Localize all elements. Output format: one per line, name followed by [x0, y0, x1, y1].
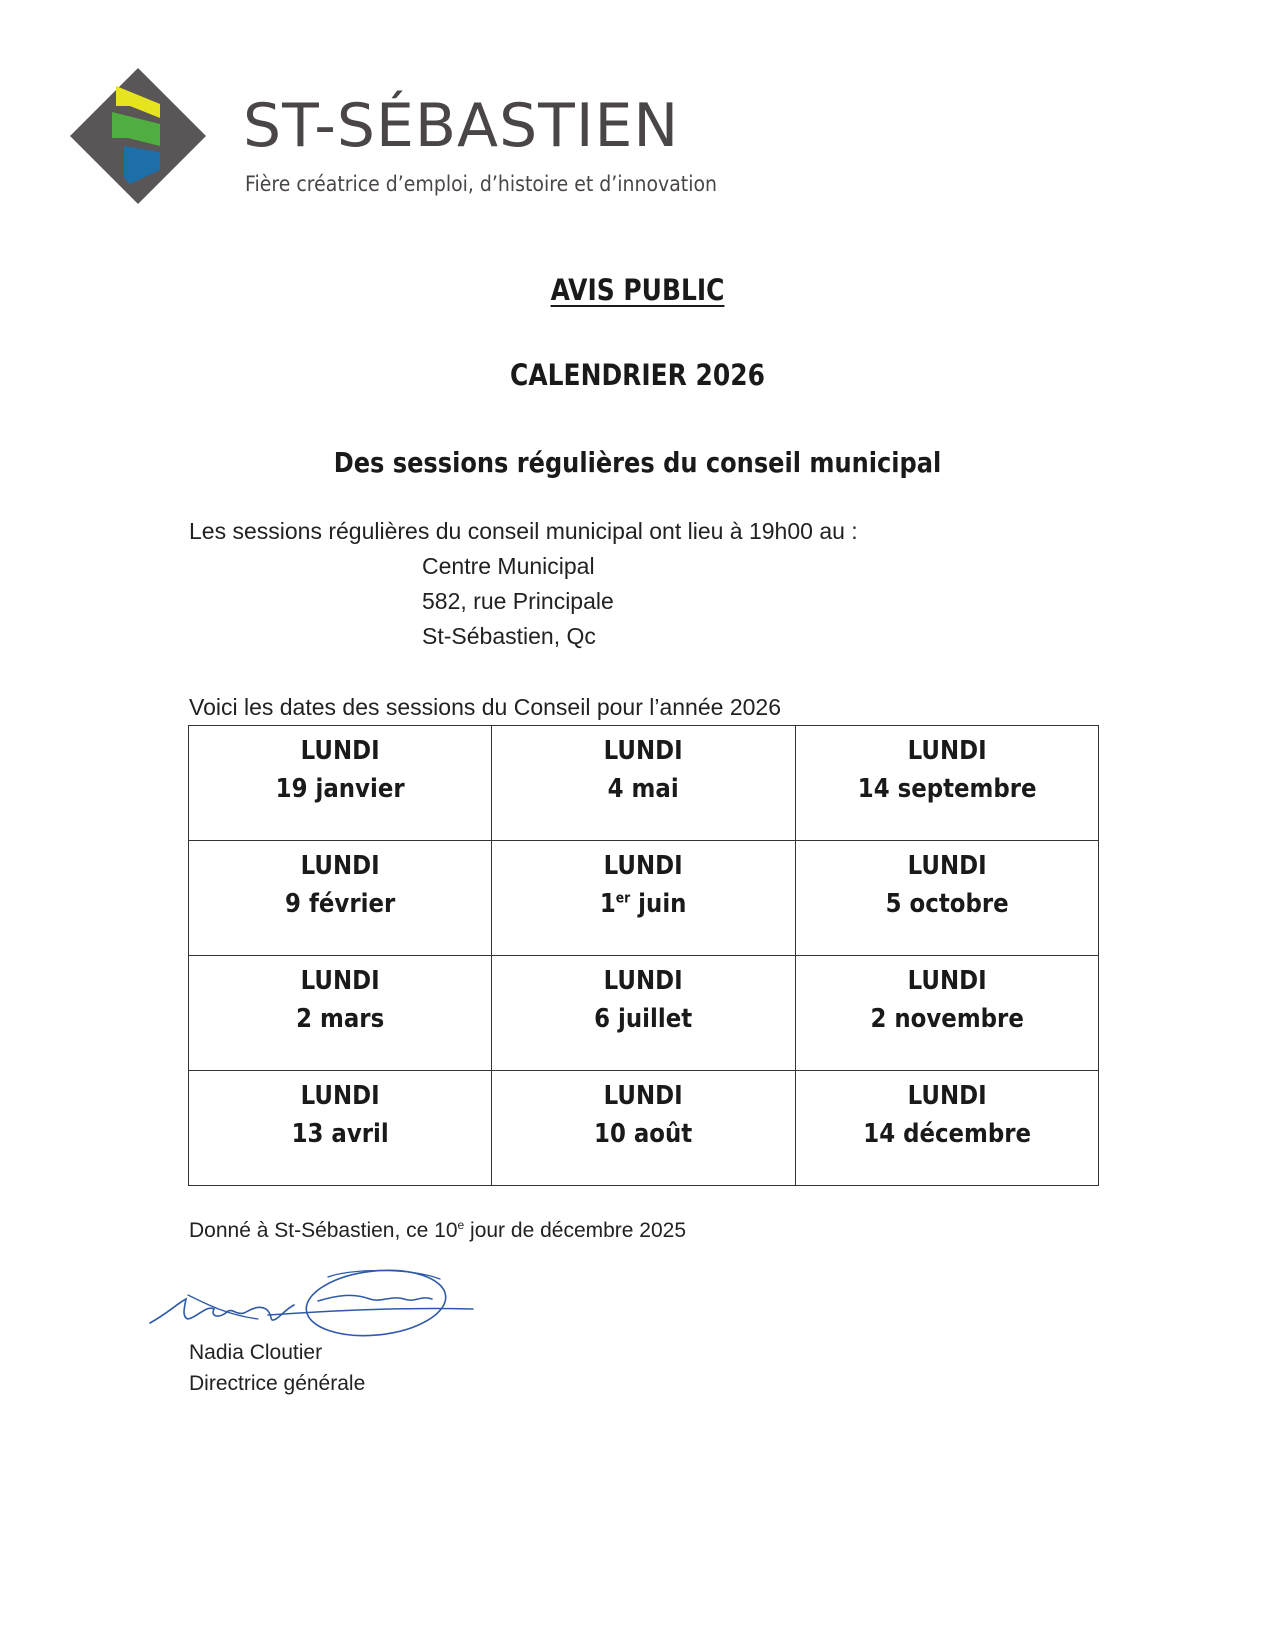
notice-title: AVIS PUBLIC: [550, 273, 725, 307]
brand-name: ST-SÉBASTIEN: [243, 91, 680, 161]
calendar-title: CALENDRIER 2026: [510, 358, 765, 392]
date-number: 1: [600, 889, 617, 919]
cell-date: 14 décembre: [862, 1119, 1031, 1149]
table-cell: [492, 956, 795, 1071]
table-cell: [189, 841, 492, 956]
table-cell: [795, 841, 1098, 956]
address-line-2: 582, rue Principale: [422, 588, 614, 614]
cell-date: 6 juillet: [594, 1004, 693, 1034]
cell-date: [510, 885, 776, 923]
table-row: [189, 726, 1099, 841]
table-row: [189, 841, 1099, 956]
dates-intro-text: Voici les dates des sessions du Conseil pour l’année 2026: [189, 694, 781, 720]
table-cell: [189, 726, 492, 841]
date-ordinal: er: [616, 890, 631, 907]
table-cell: [189, 1071, 492, 1186]
intro-text: Les sessions régulières du conseil municipal ont lieu à 19h00 au :: [189, 518, 858, 544]
address-line-3: St-Sébastien, Qc: [422, 623, 596, 649]
cell-day: LUNDI: [300, 736, 380, 766]
cell-day: LUNDI: [603, 1081, 683, 1111]
cell-date: 2 mars: [296, 1004, 385, 1034]
cell-day: LUNDI: [300, 966, 380, 996]
table-cell: [795, 956, 1098, 1071]
cell-day: LUNDI: [907, 736, 987, 766]
table-cell: [492, 1071, 795, 1186]
signer-title: Directrice générale: [189, 1372, 366, 1395]
cell-date: 13 avril: [291, 1119, 389, 1149]
cell-day: LUNDI: [300, 851, 380, 881]
cell-date: 4 mai: [607, 774, 680, 804]
cell-date: 19 janvier: [275, 774, 405, 804]
table-cell: [795, 1071, 1098, 1186]
cell-day: LUNDI: [907, 966, 987, 996]
signer-name: Nadia Cloutier: [189, 1341, 323, 1364]
table-cell: [492, 726, 795, 841]
date-month: juin: [630, 889, 687, 919]
municipality-logo: [68, 66, 208, 206]
cell-day: LUNDI: [300, 1081, 380, 1111]
table-row: [189, 1071, 1099, 1186]
cell-day: LUNDI: [907, 851, 987, 881]
address-line-1: Centre Municipal: [422, 553, 595, 579]
table-cell: [189, 956, 492, 1071]
given-ordinal: e: [457, 1218, 465, 1232]
given-text-pre: Donné à St-Sébastien, ce 10: [189, 1219, 458, 1242]
cell-day: LUNDI: [603, 966, 683, 996]
sessions-title: Des sessions régulières du conseil municipal: [333, 446, 942, 479]
cell-date: 2 novembre: [870, 1004, 1024, 1034]
cell-date: 10 août: [594, 1119, 693, 1149]
table-row: [189, 956, 1099, 1071]
table-cell: [795, 726, 1098, 841]
brand-tagline: Fière créatrice d’emploi, d’histoire et d’innovation: [245, 172, 717, 196]
given-at-statement: [189, 1218, 686, 1243]
cell-date: 14 septembre: [857, 774, 1037, 804]
cell-date: 9 février: [285, 889, 396, 919]
table-cell: [492, 841, 795, 956]
cell-day: LUNDI: [603, 736, 683, 766]
given-text-post: jour de décembre 2025: [464, 1219, 687, 1242]
cell-day: LUNDI: [603, 851, 683, 881]
cell-day: LUNDI: [907, 1081, 987, 1111]
cell-date: 5 octobre: [885, 889, 1009, 919]
session-calendar-table: [188, 725, 1099, 1186]
